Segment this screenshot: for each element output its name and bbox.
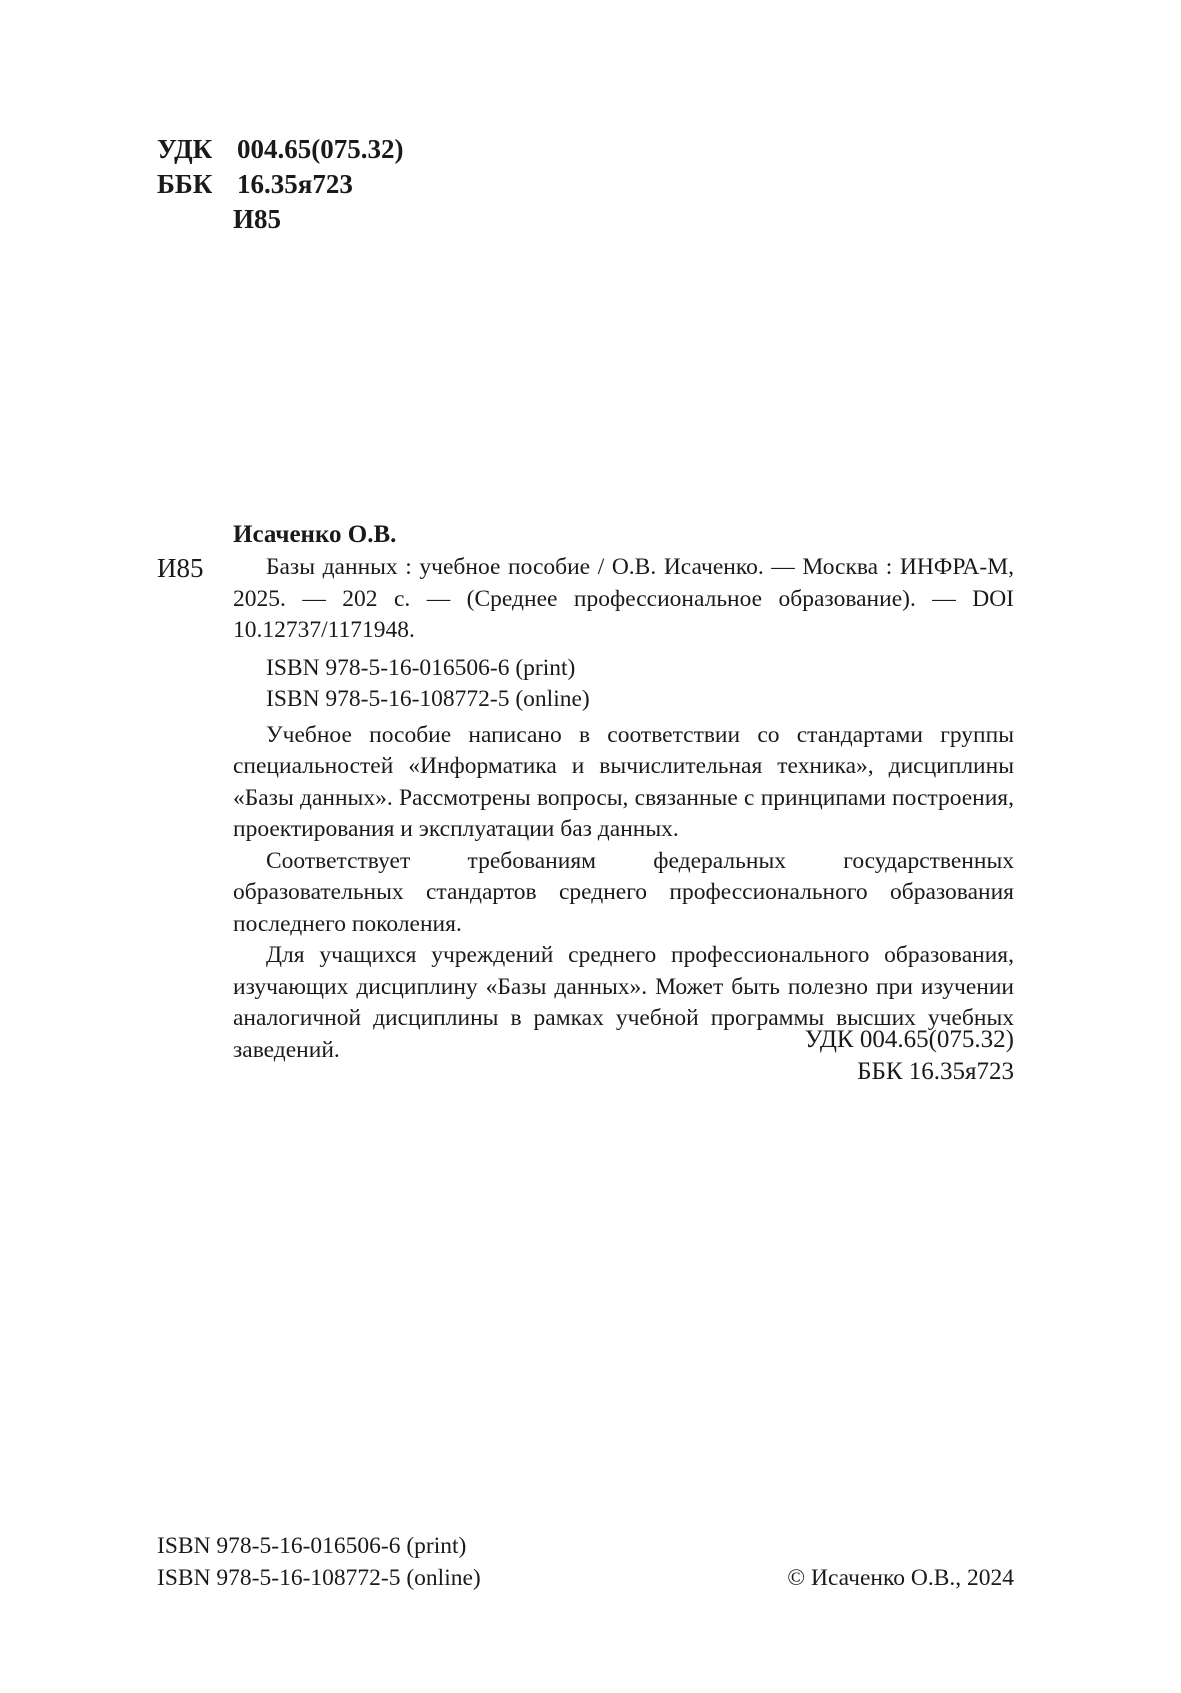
annotation-paragraph: Соответствует требованиям федеральных государственных образовательных стандартов среднего профессионального образования последнего поколения. bbox=[233, 847, 1014, 937]
annotation-paragraph: Для учащихся учреждений среднего профессионального образования, изучающих дисциплину «Базы данных». Может быть полезно при изучении аналогичной дисциплины в рамках учебной программы высших учебных заведений. bbox=[233, 942, 1014, 1063]
udk-label: УДК bbox=[157, 134, 213, 164]
bibliographic-entry bbox=[233, 552, 1014, 1066]
entry-isbn-print: ISBN 978-5-16-016506-6 (print) bbox=[266, 654, 576, 681]
entry-classification-footer bbox=[233, 1024, 1014, 1088]
bbk-row bbox=[157, 167, 403, 202]
author-heading: Исаченко О.В. bbox=[233, 521, 397, 548]
bibliographic-description: Базы данных : учебное пособие / О.В. Исаченко. — Москва : ИНФРА-М, 2025. — 202 с. — (Среднее профессиональное образование). — DOI 10.12737/1171948. bbox=[233, 554, 1014, 643]
side-author-code: И85 bbox=[157, 553, 204, 583]
entry-bbk: ББК 16.35я723 bbox=[857, 1058, 1014, 1085]
page-isbn-print: ISBN 978-5-16-016506-6 (print) bbox=[157, 1533, 467, 1559]
bbk-label: ББК bbox=[157, 169, 213, 199]
page-isbn-block bbox=[157, 1531, 481, 1594]
udk-row bbox=[157, 132, 403, 167]
entry-udk: УДК 004.65(075.32) bbox=[804, 1026, 1014, 1053]
udk-value: 004.65(075.32) bbox=[237, 134, 404, 164]
annotation-paragraph: Учебное пособие написано в соответствии со стандартами группы специальностей «Информатика и вычислительная техника», дисциплины «Базы данных». Рассмотрены вопросы, связанные с принципами построения, проектирования и эксплуатации баз данных. bbox=[233, 721, 1014, 842]
author-code-row bbox=[157, 202, 403, 237]
copyright-notice: © Исаченко О.В., 2024 bbox=[787, 1565, 1014, 1591]
entry-isbn-block bbox=[233, 653, 1014, 716]
entry-isbn-online: ISBN 978-5-16-108772-5 (online) bbox=[266, 686, 590, 712]
page-isbn-online: ISBN 978-5-16-108772-5 (online) bbox=[157, 1564, 481, 1591]
classification-block bbox=[157, 132, 403, 237]
bbk-value: 16.35я723 bbox=[237, 169, 353, 199]
author-code: И85 bbox=[233, 204, 282, 234]
annotation bbox=[233, 720, 1014, 1067]
